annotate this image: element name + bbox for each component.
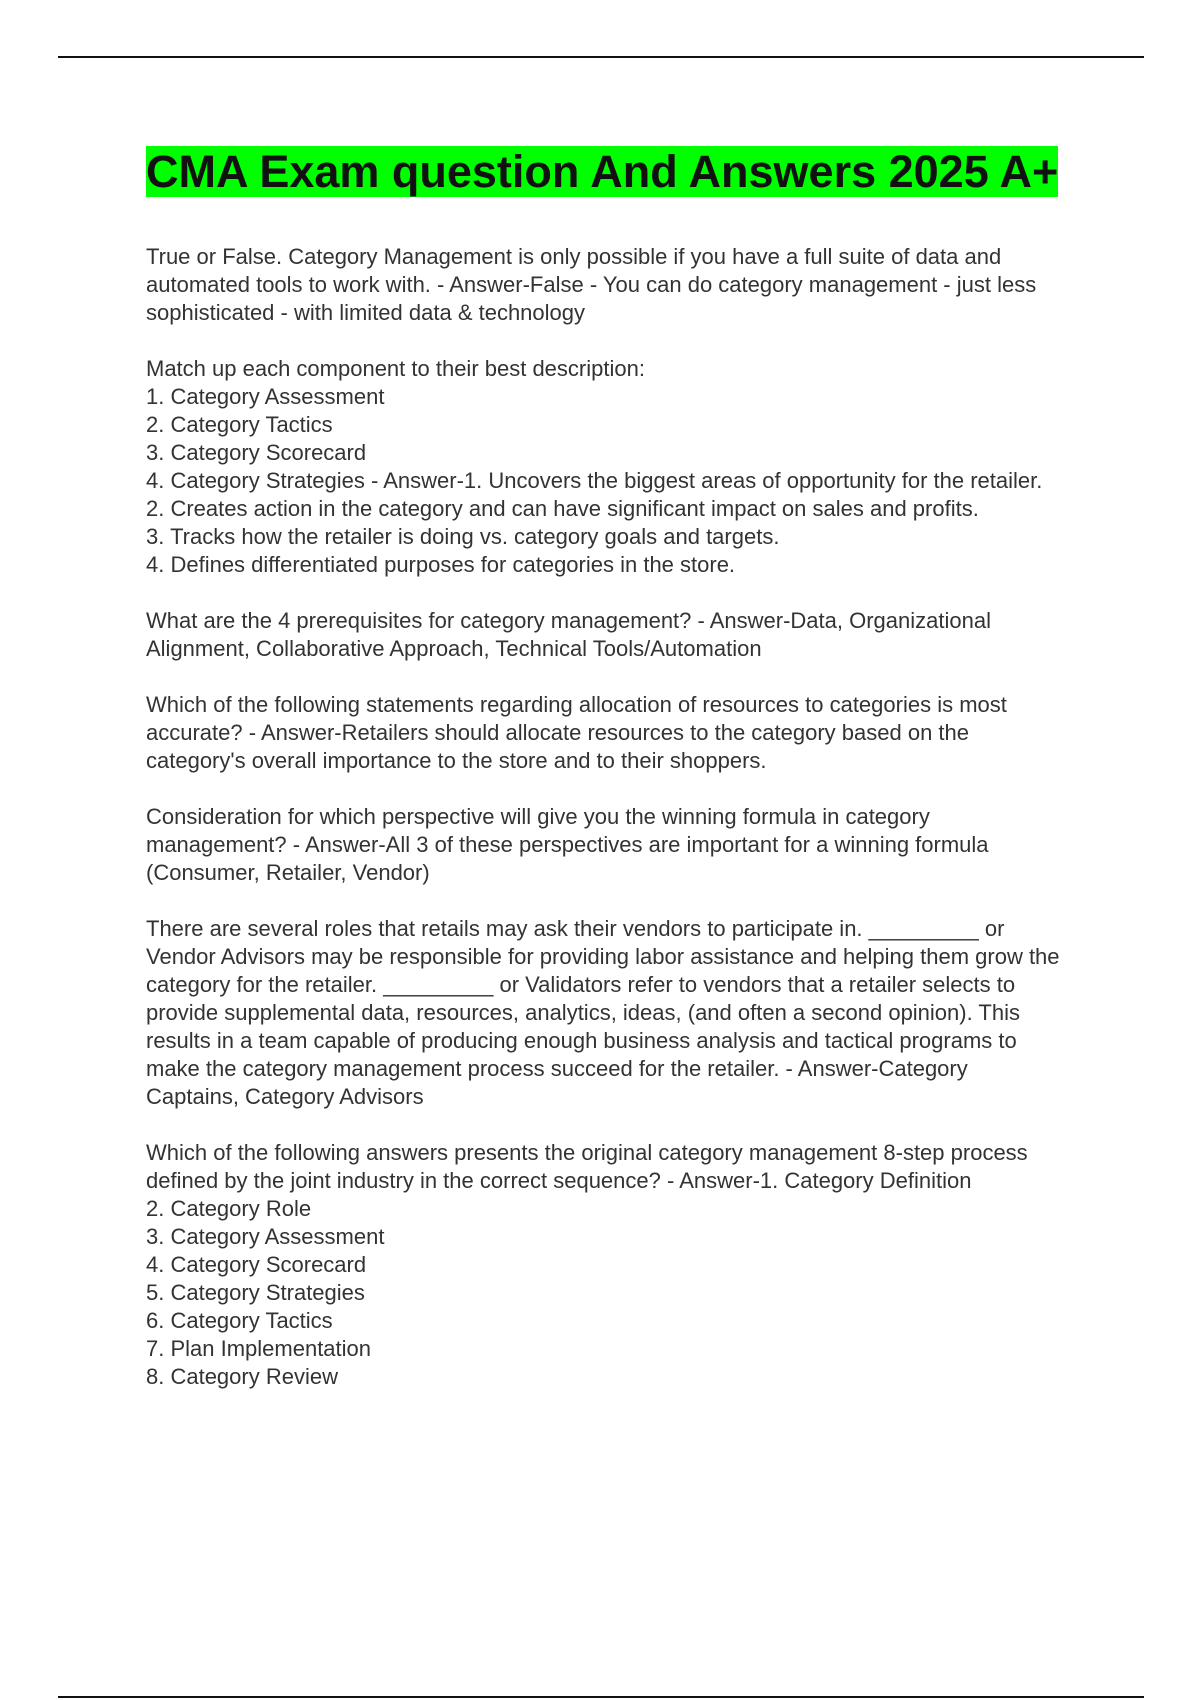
qa-item-4: Which of the following statements regarding allocation of resources to categories is most accurate? - Answer-Retailers should allocate resources to the category based on the category's overall importance to the store and to their shoppers. (146, 692, 1007, 773)
bottom-divider (58, 1696, 1144, 1698)
document-body (146, 144, 1066, 1419)
document-title (146, 144, 1066, 199)
document-title-text: CMA Exam question And Answers 2025 A+ (146, 146, 1059, 197)
qa-item-7: Which of the following answers presents the original category management 8-step process defined by the joint industry in the correct sequence? - Answer-1. Category Definition 2. Category Role 3. Category Assessment 4. Category Scorecard 5. Category Strategies 6. Category Tactics 7. Plan Implementation 8. Category Review (146, 1140, 1028, 1389)
qa-item-2: Match up each component to their best description: 1. Category Assessment 2. Category Tactics 3. Category Scorecard 4. Category Strategies - Answer-1. Uncovers the biggest areas of opportunity for the retailer. 2. Creates action in the category and can have significant impact on sales and profits. 3. Tracks how the retailer is doing vs. category goals and targets. 4. Defines differentiated purposes for categories in the store. (146, 356, 1043, 577)
top-divider (58, 56, 1144, 58)
qa-item-5: Consideration for which perspective will give you the winning formula in category management? - Answer-All 3 of these perspectives are important for a winning formula (Consumer, Retailer, Vendor) (146, 804, 989, 885)
qa-item-3: What are the 4 prerequisites for category management? - Answer-Data, Organizational Alignment, Collaborative Approach, Technical Tools/Automation (146, 608, 991, 661)
qa-item-6: There are several roles that retails may ask their vendors to participate in. _________ or Vendor Advisors may be responsible for providing labor assistance and helping them grow the category for the retailer. _________ or Validators refer to vendors that a retailer selects to provide supplemental data, resources, analytics, ideas, (and often a second opinion). This results in a team capable of producing enough business analysis and tactical programs to make the category management process succeed for the retailer. - Answer-Category Captains, Category Advisors (146, 916, 1060, 1109)
qa-item-1: True or False. Category Management is only possible if you have a full suite of data and automated tools to work with. - Answer-False - You can do category management - just less sophisticated - with limited data & technology (146, 244, 1037, 325)
